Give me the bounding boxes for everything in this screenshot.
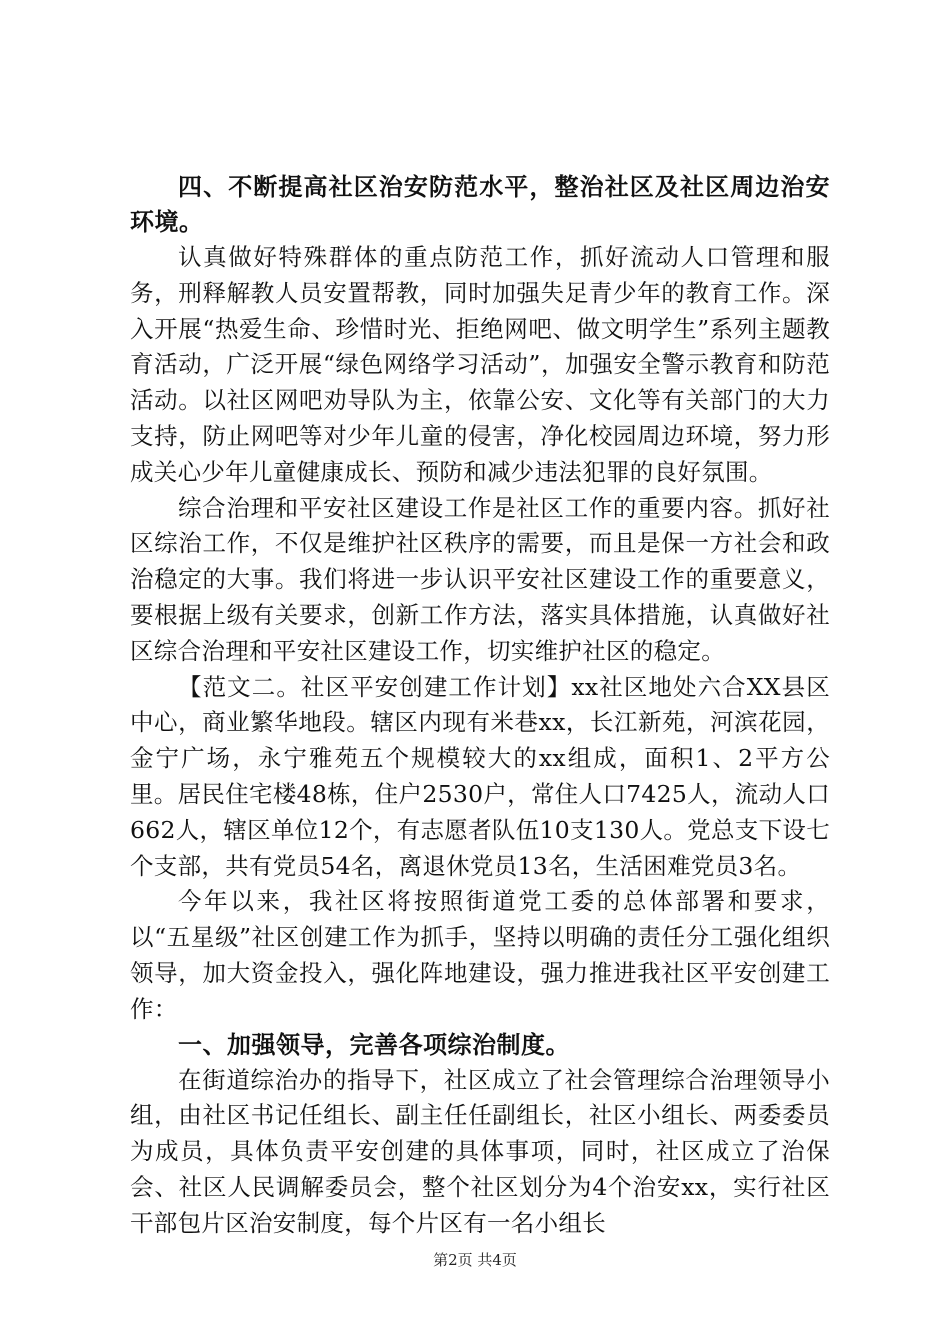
body-paragraph: 认真做好特殊群体的重点防范工作，抓好流动人口管理和服务，刑释解教人员安置帮教，同时加强失足青少年的教育工作。深入开展“热爱生命、珍惜时光、拒绝网吧、做文明学生”系列主题教育活动，广泛开展“绿色网络学习活动”，加强安全警示教育和防范活动。以社区网吧劝导队为主，依靠公安、文化等有关部门的大力支持，防止网吧等对少年儿童的侵害，净化校园周边环境，努力形成关心少年儿童健康成长、预防和减少违法犯罪的良好氛围。 — [130, 243, 830, 486]
body-paragraph: 综合治理和平安社区建设工作是社区工作的重要内容。抓好社区综治工作，不仅是维护社区秩序的需要，而且是保一方社会和政治稳定的大事。我们将进一步认识平安社区建设工作的重要意义，要根据上级有关要求，创新工作方法，落实具体措施，认真做好社区综合治理和平安社区建设工作，切实维护社区的稳定。 — [130, 493, 830, 665]
body-paragraph: 今年以来，我社区将按照街道党工委的总体部署和要求，以“五星级”社区创建工作为抓手，坚持以明确的责任分工强化组织领导，加大资金投入，强化阵地建设，强力推进我社区平安创建工作： — [130, 887, 830, 1023]
section-heading-1: 一、加强领导，完善各项综治制度。 — [178, 1030, 570, 1059]
body-paragraph: 【范文二。社区平安创建工作计划】xx社区地处六合XX县区中心，商业繁华地段。辖区内现有米巷xx，长江新苑，河滨花园，金宁广场，永宁雅苑五个规模较大的xx组成，面积1、2平方公里。居民住宅楼48栋，住户2530户，常住人口7425人，流动人口662人，辖区单位12个，有志愿者队伍10支130人。党总支下设七个支部，共有党员54名，离退休党员13名，生活困难党员3名。 — [130, 672, 830, 880]
document-page — [130, 170, 830, 1242]
body-paragraph: 在街道综治办的指导下，社区成立了社会管理综合治理领导小组，由社区书记任组长、副主任任副组长，社区小组长、两委委员为成员，具体负责平安创建的具体事项，同时，社区成立了治保会、社区人民调解委员会，整个社区划分为4个治安xx，实行社区干部包片区治安制度，每个片区有一名小组长 — [130, 1065, 830, 1237]
section-heading-4: 四、不断提高社区治安防范水平，整治社区及社区周边治安环境。 — [130, 173, 830, 236]
page-footer: 第2页 共4页 — [433, 1251, 517, 1269]
